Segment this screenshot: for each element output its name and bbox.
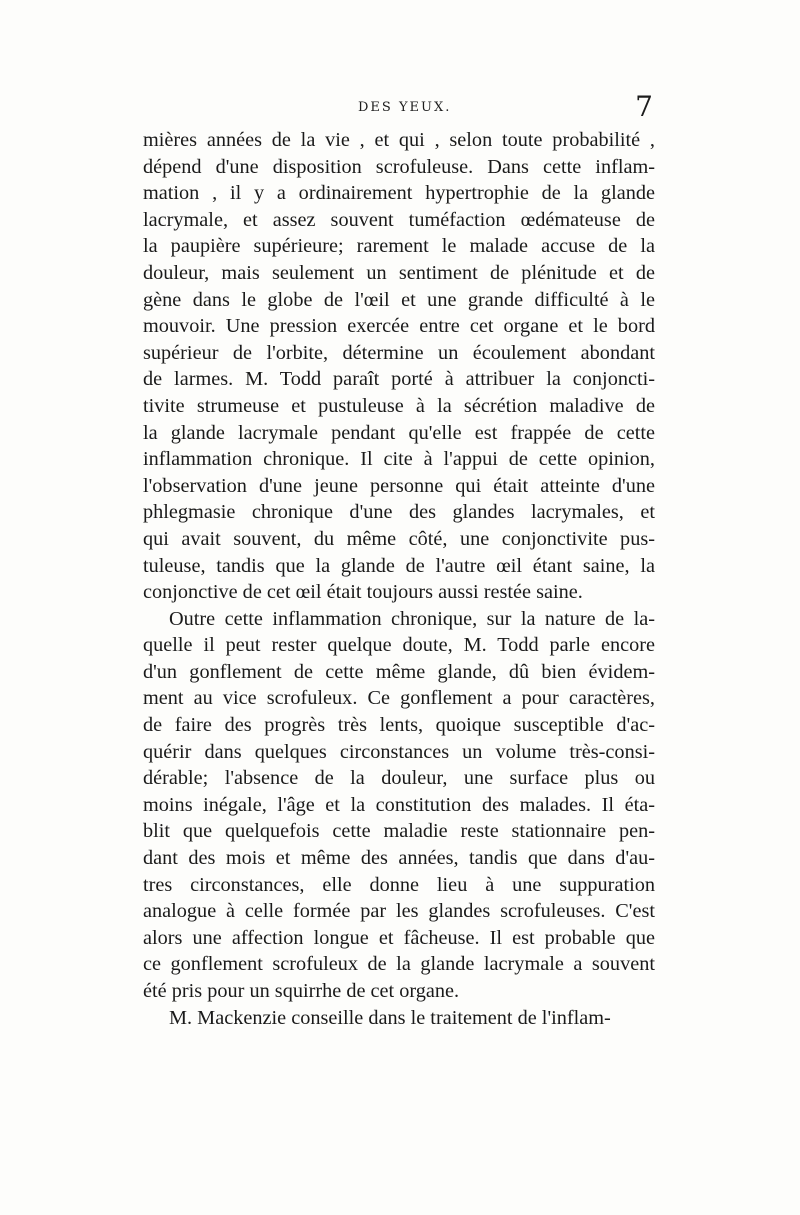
page-header	[143, 90, 653, 126]
text-line: supérieur de l'orbite, détermine un écoulement abondant	[143, 341, 655, 364]
page-number: 7	[635, 90, 653, 123]
text-line: la paupière supérieure; rarement le malade accuse de la	[143, 235, 655, 258]
text-line: l'observation d'une jeune personne qui était atteinte d'une	[143, 474, 655, 497]
text-line: ce gonflement scrofuleux de la glande lacrymale a souvent	[143, 953, 655, 976]
text-line: analogue à celle formée par les glandes scrofuleuses. C'est	[143, 900, 655, 923]
text-line: tres circonstances, elle donne lieu à une suppuration	[143, 873, 655, 896]
text-line: mation , il y a ordinairement hypertrophie de la glande	[143, 182, 655, 205]
text-line: tuleuse, tandis que la glande de l'autre œil étant saine, la	[143, 554, 655, 577]
text-line: de larmes. M. Todd paraît porté à attribuer la conjoncti-	[143, 368, 655, 391]
text-line: ment au vice scrofuleux. Ce gonflement a pour caractères,	[143, 687, 655, 710]
text-line: gène dans le globe de l'œil et une grande difficulté à le	[143, 288, 655, 311]
paragraph	[143, 606, 655, 1005]
body-text	[143, 127, 655, 1031]
text-line: alors une affection longue et fâcheuse. Il est probable que	[143, 926, 655, 949]
text-line: dépend d'une disposition scrofuleuse. Dans cette inflam-	[143, 155, 655, 178]
paragraph	[143, 127, 655, 606]
text-line: dérable; l'absence de la douleur, une surface plus ou	[143, 767, 655, 790]
text-line: blit que quelquefois cette maladie reste stationnaire pen-	[143, 820, 655, 843]
text-line: lacrymale, et assez souvent tuméfaction œdémateuse de	[143, 208, 655, 231]
text-line: moins inégale, l'âge et la constitution des malades. Il éta-	[143, 793, 655, 816]
paragraph	[143, 1005, 655, 1032]
text-line: M. Mackenzie conseille dans le traitement de l'inflam-	[169, 1006, 611, 1029]
text-line: douleur, mais seulement un sentiment de plénitude et de	[143, 261, 655, 284]
text-line: mouvoir. Une pression exercée entre cet organe et le bord	[143, 315, 655, 338]
text-line: tivite strumeuse et pustuleuse à la sécrétion maladive de	[143, 394, 655, 417]
text-line: Outre cette inflammation chronique, sur la nature de la-	[169, 607, 655, 630]
text-line: dant des mois et même des années, tandis que dans d'au-	[143, 847, 655, 870]
text-line: quelle il peut rester quelque doute, M. Todd parle encore	[143, 634, 655, 657]
text-line: de faire des progrès très lents, quoique susceptible d'ac-	[143, 714, 655, 737]
text-line: quérir dans quelques circonstances un volume très-consi-	[143, 740, 655, 763]
text-line: phlegmasie chronique d'une des glandes lacrymales, et	[143, 501, 655, 524]
text-line: qui avait souvent, du même côté, une conjonctivite pus-	[143, 527, 655, 550]
text-line: été pris pour un squirrhe de cet organe.	[143, 980, 460, 1002]
text-line: mières années de la vie , et qui , selon toute probabilité ,	[143, 129, 655, 151]
text-line: inflammation chronique. Il cite à l'appui de cette opinion,	[143, 448, 655, 471]
running-head: DES YEUX.	[358, 100, 452, 115]
text-line: d'un gonflement de cette même glande, dû bien évidem-	[143, 660, 655, 683]
text-line: conjonctive de cet œil était toujours aussi restée saine.	[143, 581, 583, 604]
text-line: la glande lacrymale pendant qu'elle est frappée de cette	[143, 421, 655, 444]
